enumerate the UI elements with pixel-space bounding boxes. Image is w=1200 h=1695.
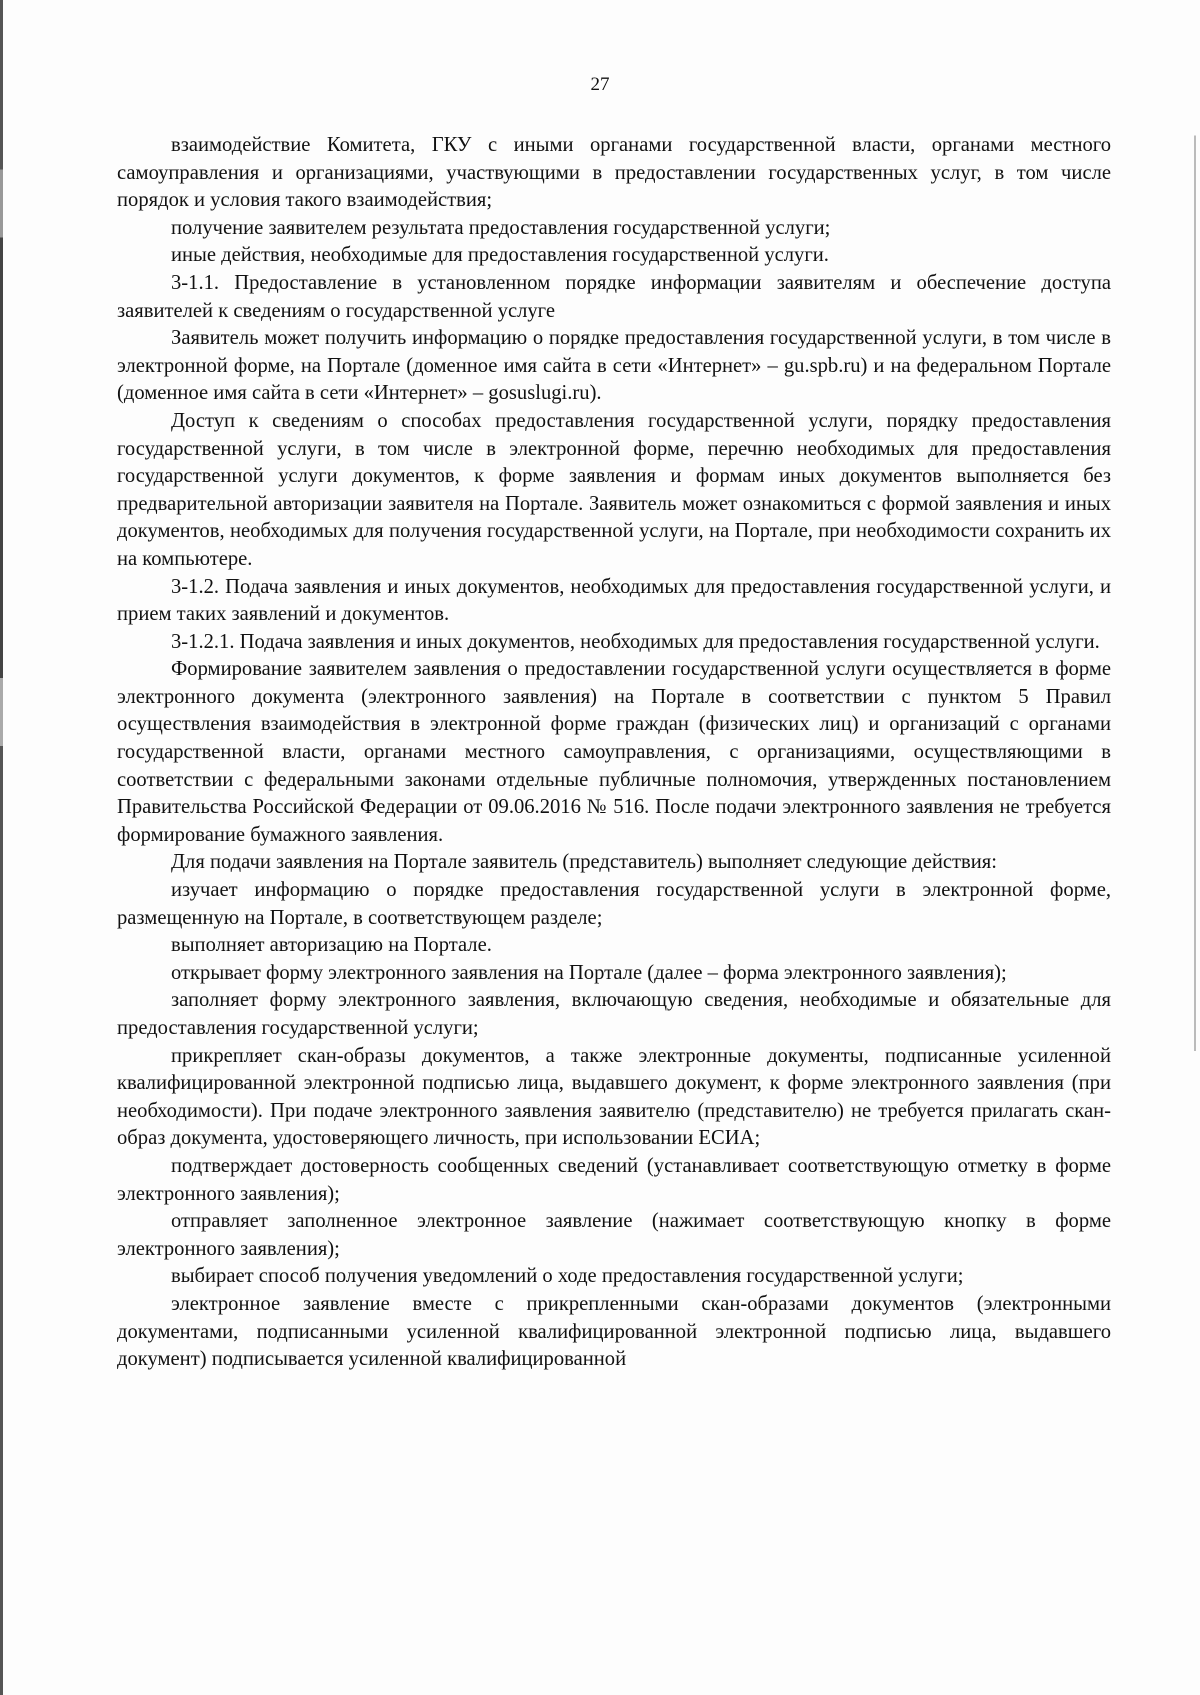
list-item-study-info: изучает информацию о порядке предоставления государственной услуги в электронной форме, размещенную на Портале, в соответствующем разделе; [117,879,1111,929]
list-item-confirm-accuracy: подтверждает достоверность сообщенных сведений (устанавливает соответствующую отметку в форме электронного заявления); [117,1154,1111,1205]
document-body [117,132,1111,1374]
paragraph-receive-result: получение заявителем результата предоставления государственной услуги; [171,216,831,239]
paragraph-portal-info: Заявитель может получить информацию о порядке предоставления государственной услуги, в том числе в электронной форме, на Портале (доменное имя сайта в сети «Интернет» – gu.spb.ru) и на федеральном Портале (доменное имя сайта в сети «Интернет» – gosuslugi.ru). [117,327,1111,405]
list-item-signature: электронное заявление вместе с прикрепленными скан-образами документов (электронными документами, подписанными усиленной квалифицированной электронной подписью лица, выдавшего документ) подписывается усиленной квалифицированной [117,1292,1111,1371]
section-heading-3-1-1: 3-1.1. Предоставление в установленном порядке информации заявителям и обеспечение доступа заявителей к сведениям о государственной услуге [117,271,1111,322]
paragraph-actions-intro: Для подачи заявления на Портале заявитель (представитель) выполняет следующие действия: [171,851,997,874]
scan-left-edge [0,0,3,1695]
scan-right-edge [1194,0,1196,1695]
section-heading-3-1-2-1: 3-1.2.1. Подача заявления и иных документов, необходимых для предоставления государственной услуги. [171,630,1100,653]
list-item-send-application: отправляет заполненное электронное заявление (нажимает соответствующую кнопку в форме электронного заявления); [117,1210,1111,1260]
list-item-notification-method: выбирает способ получения уведомлений о ходе предоставления государственной услуги; [171,1265,964,1288]
paragraph-other-actions: иные действия, необходимые для предоставления государственной услуги. [171,244,829,267]
list-item-fill-form: заполняет форму электронного заявления, включающую сведения, необходимые и обязательные для предоставления государственной услуги; [117,989,1111,1039]
list-item-authorization: выполняет авторизацию на Портале. [171,934,492,957]
paragraph-interaction-order: взаимодействие Комитета, ГКУ с иными органами государственной власти, органами местного самоуправления и организациями, участвующими в предоставлении государственных услуг, в том числе порядок и условия такого взаимодействия; [117,134,1111,212]
paragraph-application-forming: Формирование заявителем заявления о предоставлении государственной услуги осуществляется в форме электронного документа (электронного заявления) на Портале в соответствии с пунктом 5 Правил осуществления взаимодействия в электронной форме граждан (физических лиц) и организаций с органами государственной власти, органами местного самоуправления, с организациями, осуществляющими в соответствии с федеральными законами отдельные публичные полномочия, утвержденных постановлением Правительства Российской Федерации от 09.06.2016 № 516. После подачи электронного заявления не требуется формирование бумажного заявления. [117,658,1111,846]
paragraph-access-info: Доступ к сведениям о способах предоставления государственной услуги, порядку предоставления государственной услуги, в том числе в электронной форме, перечню необходимых для предоставления государственной услуги документов, к форме заявления и формам иных документов выполняется без предварительной авторизации заявителя на Портале. Заявитель может ознакомиться с формой заявления и иных документов, необходимых для получения государственной услуги, на Портале, при необходимости сохранить их на компьютере. [117,409,1111,570]
list-item-open-form: открывает форму электронного заявления на Портале (далее – форма электронного заявления); [171,961,1007,984]
list-item-attach-scans: прикрепляет скан-образы документов, а также электронные документы, подписанные усиленной квалифицированной электронной подписью лица, выдавшего документ, к форме электронного заявления (при необходимости). При подаче электронного заявления заявителю (представителю) не требуется прилагать скан-образ документа, удостоверяющего личность, при использовании ЕСИА; [117,1044,1111,1150]
section-heading-3-1-2: 3-1.2. Подача заявления и иных документов, необходимых для предоставления государственной услуги, и прием таких заявлений и документов. [117,575,1111,626]
page-number: 27 [590,74,610,95]
